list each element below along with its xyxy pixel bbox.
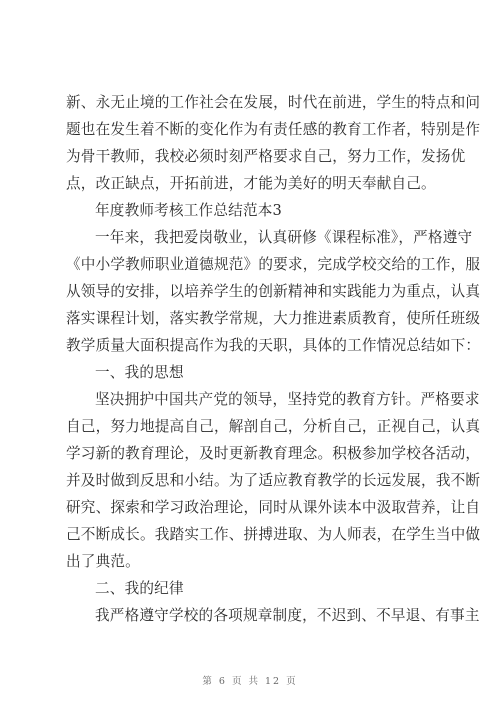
text-line: 学习新的教育理论，及时更新教育理念。积极参加学校各活动， [66, 445, 481, 462]
text-line: 出了典范。 [66, 553, 140, 570]
text-line: 己不断成长。我踏实工作、拼搏进取、为人师表，在学生当中做 [66, 526, 481, 543]
text-line: 新、永无止境的工作社会在发展，时代在前进，学生的特点和问 [66, 94, 481, 111]
subsection-heading: 二、我的纪律 [95, 580, 184, 597]
text-line: 题也在发生着不断的变化作为有责任感的教育工作者，特别是作 [66, 121, 481, 138]
section-heading: 年度教师考核工作总结范本3 [95, 202, 283, 219]
subsection-heading: 一、我的思想 [95, 364, 184, 381]
text-line: 《中小学教师职业道德规范》的要求，完成学校交给的工作，服 [66, 256, 481, 273]
text-line: 坚决拥护中国共产党的领导，坚持党的教育方针。严格要求 [95, 391, 480, 408]
text-line: 一年来，我把爱岗敬业，认真研修《课程标准》，严格遵守 [95, 229, 473, 246]
text-line: 为骨干教师，我校必须时刻严格要求自己，努力工作，发扬优 [66, 148, 466, 165]
text-line: 点，改正缺点，开拓前进，才能为美好的明天奉献自己。 [66, 175, 436, 192]
text-line: 研究、探索和学习政治理论，同时从课外读本中汲取营养，让自 [66, 499, 481, 516]
text-line: 落实课程计划，落实教学常规，大力推进素质教育，使所任班级 [66, 310, 481, 327]
text-line: 教学质量大面积提高作为我的天职，具体的工作情况总结如下： [66, 337, 481, 354]
page-footer: 第 6 页 共 12 页 [202, 676, 298, 687]
text-line: 自己，努力地提高自己，解剖自己，分析自己，正视自己，认真 [66, 418, 481, 435]
text-line: 并及时做到反思和小结。为了适应教育教学的长远发展，我不断 [66, 472, 481, 489]
text-line: 我严格遵守学校的各项规章制度，不迟到、不早退、有事主 [95, 607, 480, 624]
text-line: 从领导的安排，以培养学生的创新精神和实践能力为重点，认真 [66, 283, 481, 300]
